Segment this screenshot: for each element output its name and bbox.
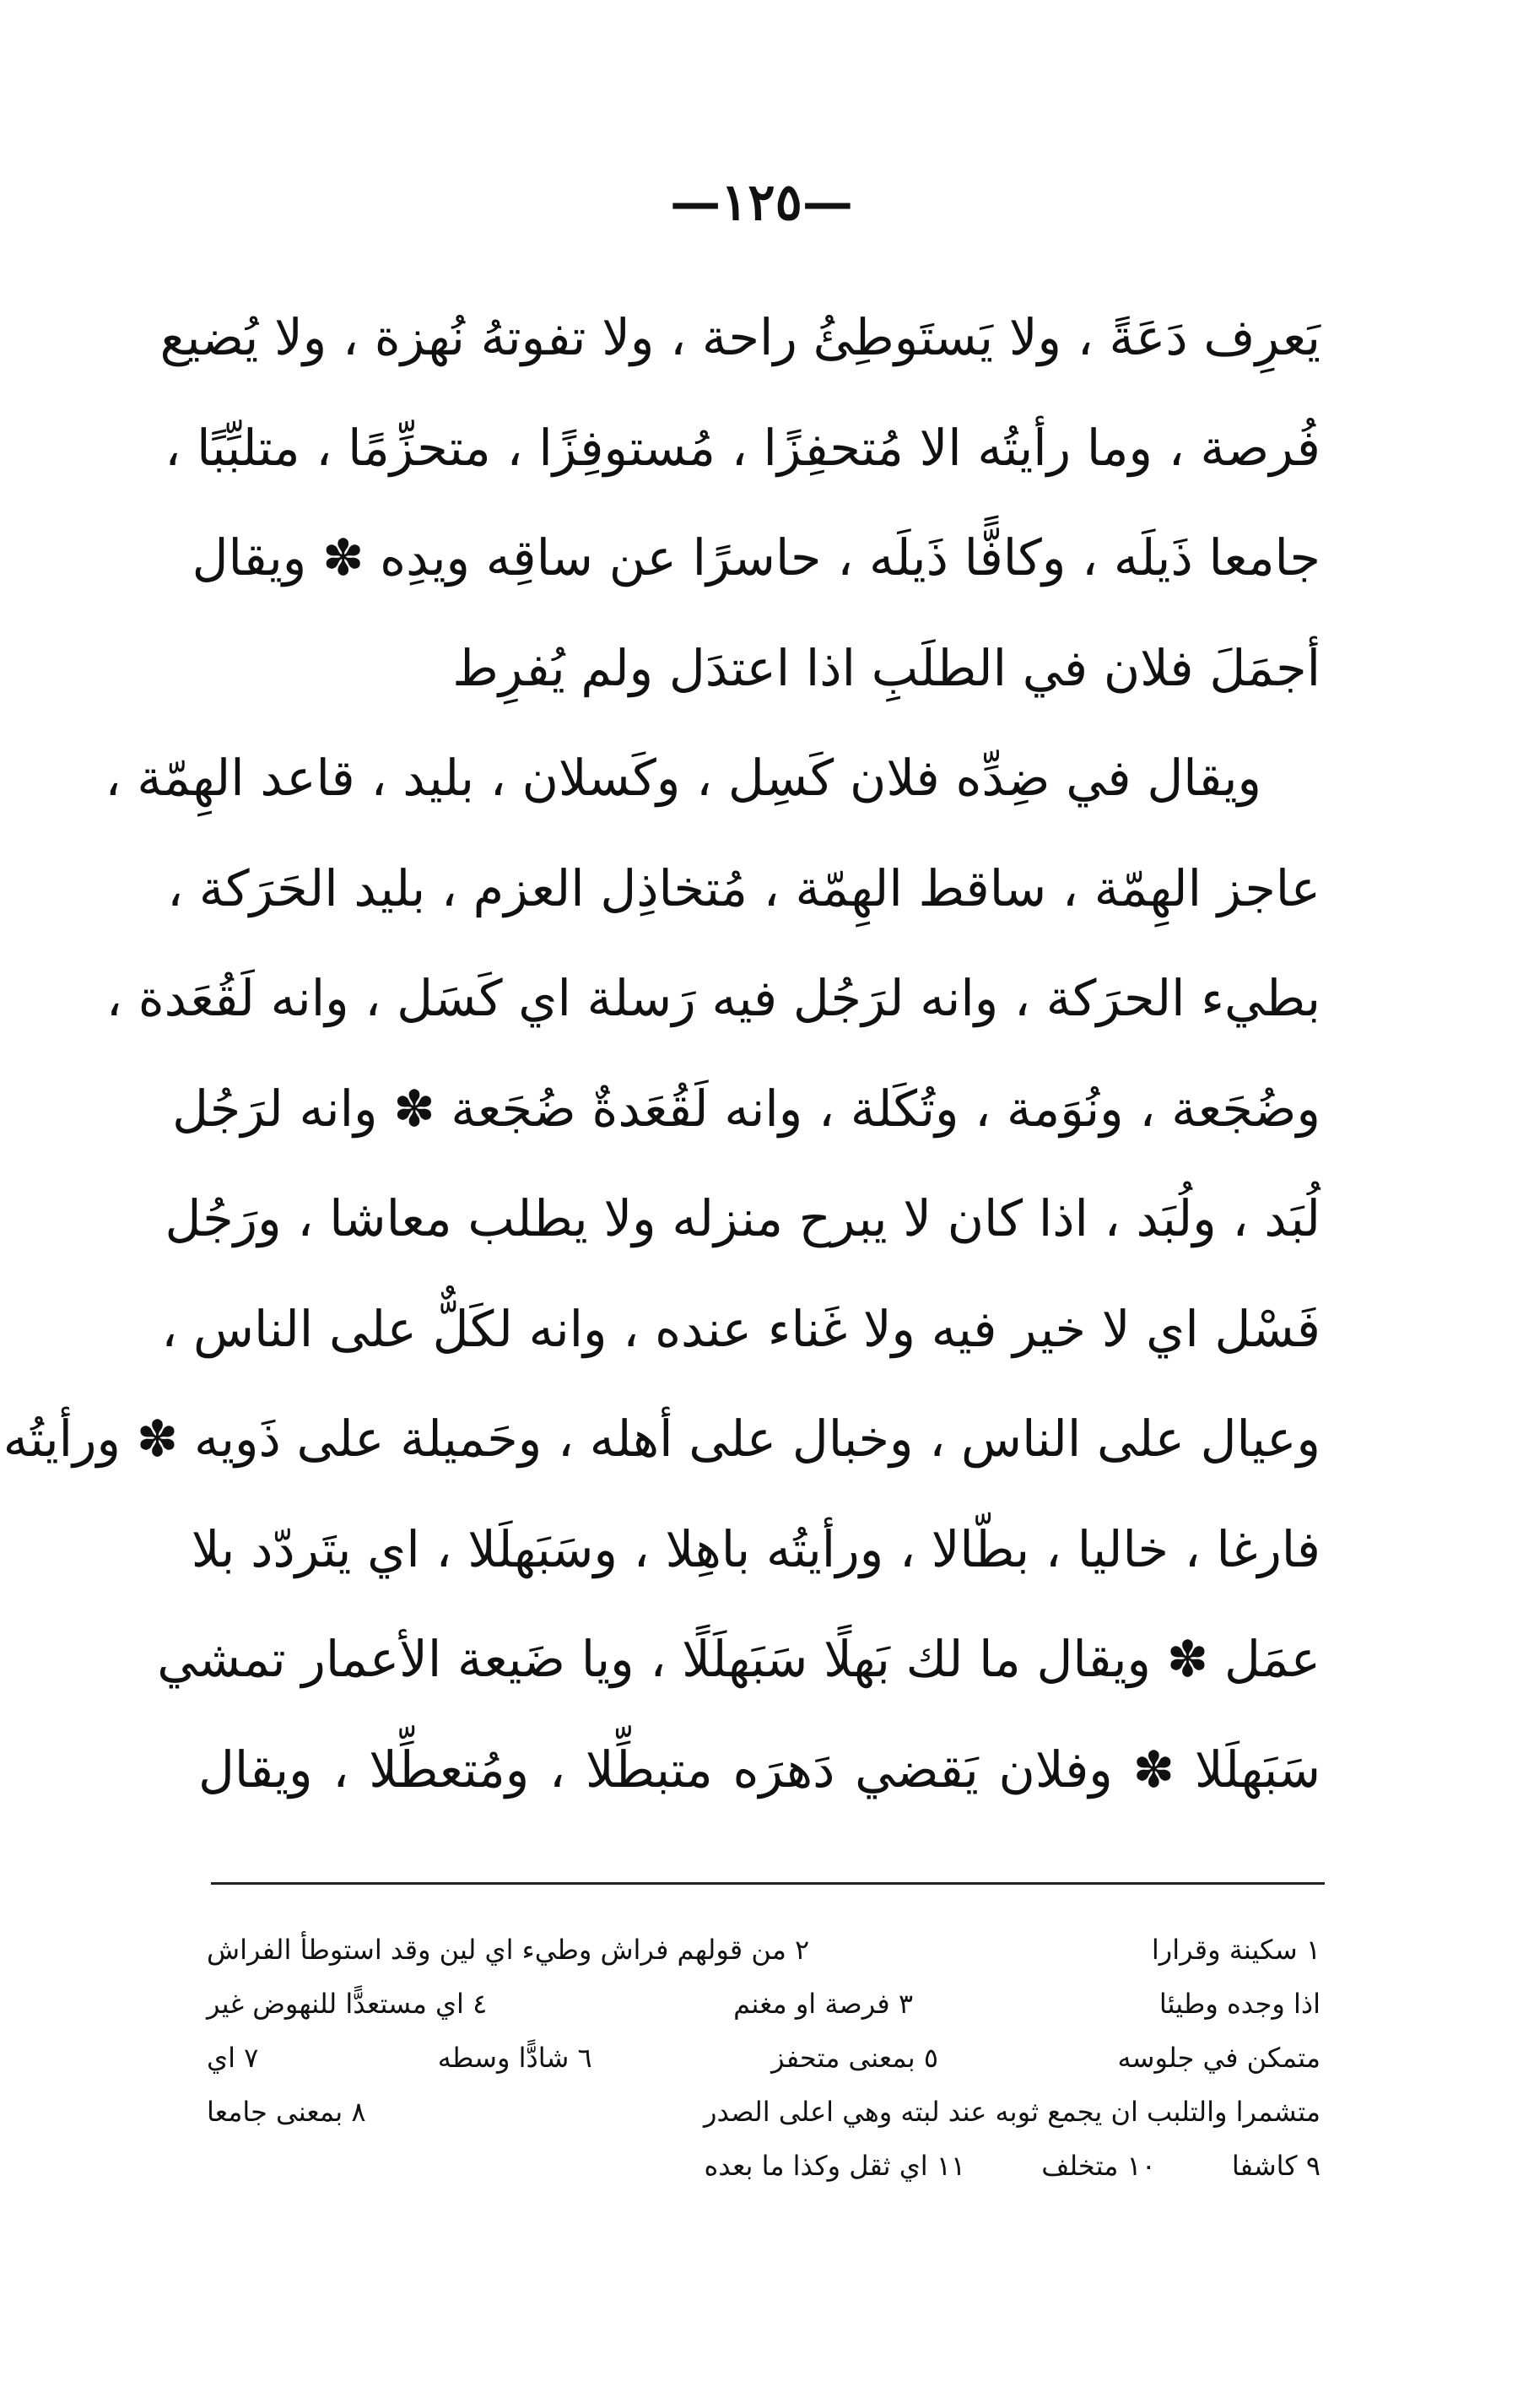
- footnote-divider: [211, 1882, 1325, 1885]
- text-line: سَبَهلَلا ✽ وفلان يَقضي دَهرَه متبطِّلا ، ومُتعطِّلا ، ويقال: [198, 1740, 1320, 1799]
- main-text: [3, 283, 1320, 1825]
- footnote-line: [207, 2139, 1320, 2193]
- footnote-line: [207, 1923, 1320, 1977]
- text-line: عاجز الهِمّة ، ساقط الهِمّة ، مُتخاذِل العزم ، بليد الحَرَكة ،: [167, 858, 1320, 917]
- footnote-line: [207, 2085, 1320, 2139]
- text-line: ويقال في ضِدِّه فلان كَسِل ، وكَسلان ، بليد ، قاعد الهِمّة ،: [105, 749, 1261, 807]
- page-number: —١٢٥—: [670, 173, 853, 232]
- footnote-item: ٩ كاشفا: [1231, 2150, 1320, 2182]
- text-line: فَسْل اي لا خير فيه ولا غَناء عنده ، وانه لكَلٌّ على الناس ،: [161, 1299, 1320, 1358]
- footnote-line: [207, 1977, 1320, 2031]
- text-line: فُرصة ، وما رأيتُه الا مُتحفِزًا ، مُستوفِزًا ، متحزِّمًا ، متلبِّبًا ،: [165, 418, 1320, 477]
- footnotes: [207, 1923, 1320, 2193]
- footnote-line: [207, 2031, 1320, 2085]
- footnote-item: ٢ من قولهم فراش وطيء اي لين وقد استوطأ الفراش: [207, 1934, 810, 1966]
- text-line: وضُجَعة ، ونُوَمة ، وتُكَلة ، وانه لَقُعَدةٌ ضُجَعة ✽ وانه لرَجُل: [172, 1079, 1320, 1138]
- text-line: فارغا ، خاليا ، بطّالا ، ورأيتُه باهِلا ، وسَبَهلَلا ، اي يتَردّد بلا: [191, 1519, 1320, 1578]
- footnote-item: ١٠ متخلف: [1041, 2150, 1156, 2182]
- text-line: يَعرِف دَعَةً ، ولا يَستَوطِئُ راحة ، ولا تفوتهُ نُهزة ، ولا يُضيع: [159, 308, 1320, 366]
- text-line: جامعا ذَيلَه ، وكافًّا ذَيلَه ، حاسرًا عن ساقِه ويدِه ✽ ويقال: [192, 528, 1320, 587]
- text-line: عمَل ✽ ويقال ما لك بَهلًا سَبَهلَلًا ، ويا ضَيعة الأعمار تمشي: [157, 1630, 1320, 1688]
- text-line: أجمَلَ فلان في الطلَبِ اذا اعتدَل ولم يُفرِط: [452, 638, 1320, 697]
- footnote-item: ٨ بمعنى جامعا: [207, 2096, 366, 2128]
- footnote-item: ٤ اي مستعدًّا للنهوض غير: [207, 1988, 488, 2020]
- footnote-item: ٧ اي: [207, 2042, 259, 2074]
- footnote-item: متمكن في جلوسه: [1117, 2042, 1320, 2074]
- footnote-item: ٥ بمعنى متحفز: [771, 2042, 939, 2074]
- footnote-item: متشمرا والتلبب ان يجمع ثوبه عند لبته وهي اعلى الصدر: [704, 2096, 1320, 2128]
- footnote-item: ٣ فرصة او مغنم: [733, 1988, 913, 2020]
- footnote-item: ١١ اي ثقل وكذا ما بعده: [704, 2150, 966, 2182]
- text-line: وعيال على الناس ، وخبال على أهله ، وحَميلة على ذَويه ✽ ورأيتُه: [3, 1410, 1320, 1468]
- footnote-item: ٦ شادًّا وسطه: [437, 2042, 592, 2074]
- text-line: بطيء الحرَكة ، وانه لرَجُل فيه رَسلة اي كَسَل ، وانه لَقُعَدة ،: [105, 969, 1320, 1027]
- footnote-item: ١ سكينة وقرارا: [1151, 1934, 1320, 1966]
- text-line: لُبَد ، ولُبَد ، اذا كان لا يبرح منزله ولا يطلب معاشا ، ورَجُل: [165, 1189, 1320, 1247]
- footnote-item: اذا وجده وطيئا: [1158, 1988, 1320, 2020]
